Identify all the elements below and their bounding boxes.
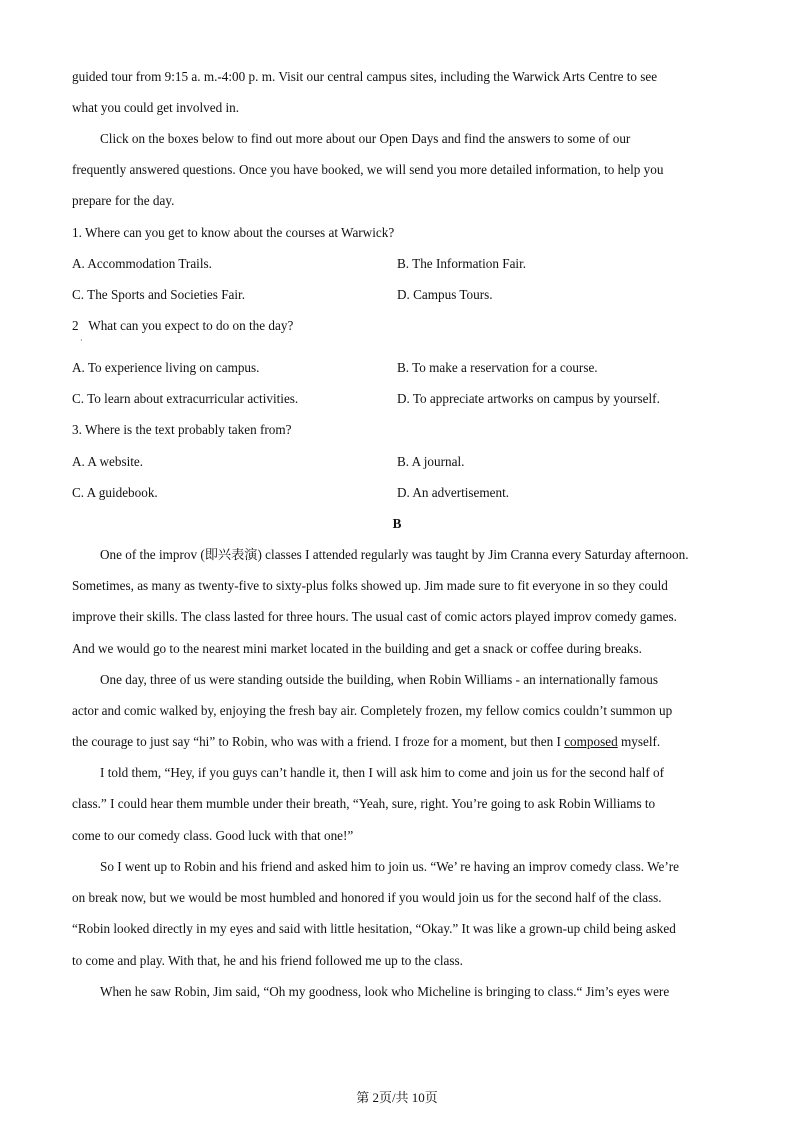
section-b-line-4: And we would go to the nearest mini market located in the building and get a snack or coffee during breaks. — [72, 641, 642, 656]
passage-a-line-4: frequently answered questions. Once you have booked, we will send you more detailed information, to help you — [72, 162, 664, 177]
section-b-line-6: actor and comic walked by, enjoying the fresh bay air. Completely frozen, my fellow comics couldn’t summon up — [72, 703, 673, 718]
underlined-word: composed — [564, 734, 618, 749]
passage-a-line-1: guided tour from 9:15 a. m.-4:00 p. m. Visit our central campus sites, including the Warwick Arts Centre to see — [72, 69, 658, 84]
question-1-option-c: C. The Sports and Societies Fair. — [72, 287, 246, 302]
question-1-stem: 1. Where can you get to know about the courses at Warwick? — [72, 225, 395, 240]
question-2-option-d: D. To appreciate artworks on campus by yourself. — [397, 391, 660, 406]
section-b-line-7 — [72, 734, 660, 750]
line-7-before: the courage to just say “hi” to Robin, who was with a friend. I froze for a moment, but then I — [72, 734, 565, 749]
question-2-option-a: A. To experience living on campus. — [72, 360, 260, 375]
question-3-option-b: B. A journal. — [397, 454, 465, 469]
line-7-after: myself. — [617, 734, 661, 749]
question-1-option-d: D. Campus Tours. — [397, 287, 493, 302]
section-b-line-11: So I went up to Robin and his friend and asked him to join us. “We’ re having an improv comedy class. We’re — [100, 859, 679, 874]
passage-a-line-2: what you could get involved in. — [72, 100, 240, 115]
question-1-option-a: A. Accommodation Trails. — [72, 256, 212, 271]
section-b-line-5: One day, three of us were standing outside the building, when Robin Williams - an internationally famous — [100, 672, 658, 687]
section-b-line-3: improve their skills. The class lasted for three hours. The usual cast of comic actors played improv comedy games. — [72, 609, 677, 624]
section-b-line-12: on break now, but we would be most humbled and honored if you would join us for the second half of the class. — [72, 890, 662, 905]
stray-mark: · — [80, 336, 83, 345]
section-b-line-8: I told them, “Hey, if you guys can’t handle it, then I will ask him to come and join us for the second half of — [100, 765, 665, 780]
page-number-footer: 第 2页/共 10页 — [356, 1090, 438, 1105]
section-b-line-10: come to our comedy class. Good luck with that one!” — [72, 828, 354, 843]
section-b-line-15: When he saw Robin, Jim said, “Oh my goodness, look who Micheline is bringing to class.“ Jim’s eyes were — [100, 984, 670, 999]
passage-a-line-5: prepare for the day. — [72, 193, 175, 208]
question-1-option-b: B. The Information Fair. — [397, 256, 527, 271]
section-b-line-13: “Robin looked directly in my eyes and said with little hesitation, “Okay.” It was like a grown-up child being asked — [72, 921, 676, 936]
question-3-option-c: C. A guidebook. — [72, 485, 158, 500]
passage-a-line-3: Click on the boxes below to find out more about our Open Days and find the answers to some of our — [100, 131, 631, 146]
question-3-stem: 3. Where is the text probably taken from? — [72, 422, 292, 437]
question-3-option-a: A. A website. — [72, 454, 144, 469]
question-3-option-d: D. An advertisement. — [397, 485, 510, 500]
section-b-line-2: Sometimes, as many as twenty-five to sixty-plus folks showed up. Jim made sure to fit everyone in so they could — [72, 578, 668, 593]
question-2-option-b: B. To make a reservation for a course. — [397, 360, 598, 375]
question-2-option-c: C. To learn about extracurricular activities. — [72, 391, 299, 406]
section-b-heading: B — [392, 516, 402, 531]
section-b-line-1: One of the improv (即兴表演) classes I attended regularly was taught by Jim Cranna every Saturday afternoon. — [100, 547, 689, 562]
section-b-line-9: class.” I could hear them mumble under their breath, “Yeah, sure, right. You’re going to ask Robin Williams to — [72, 796, 656, 811]
section-b-line-14: to come and play. With that, he and his friend followed me up to the class. — [72, 953, 463, 968]
question-2-stem: 2 What can you expect to do on the day? — [72, 318, 294, 333]
